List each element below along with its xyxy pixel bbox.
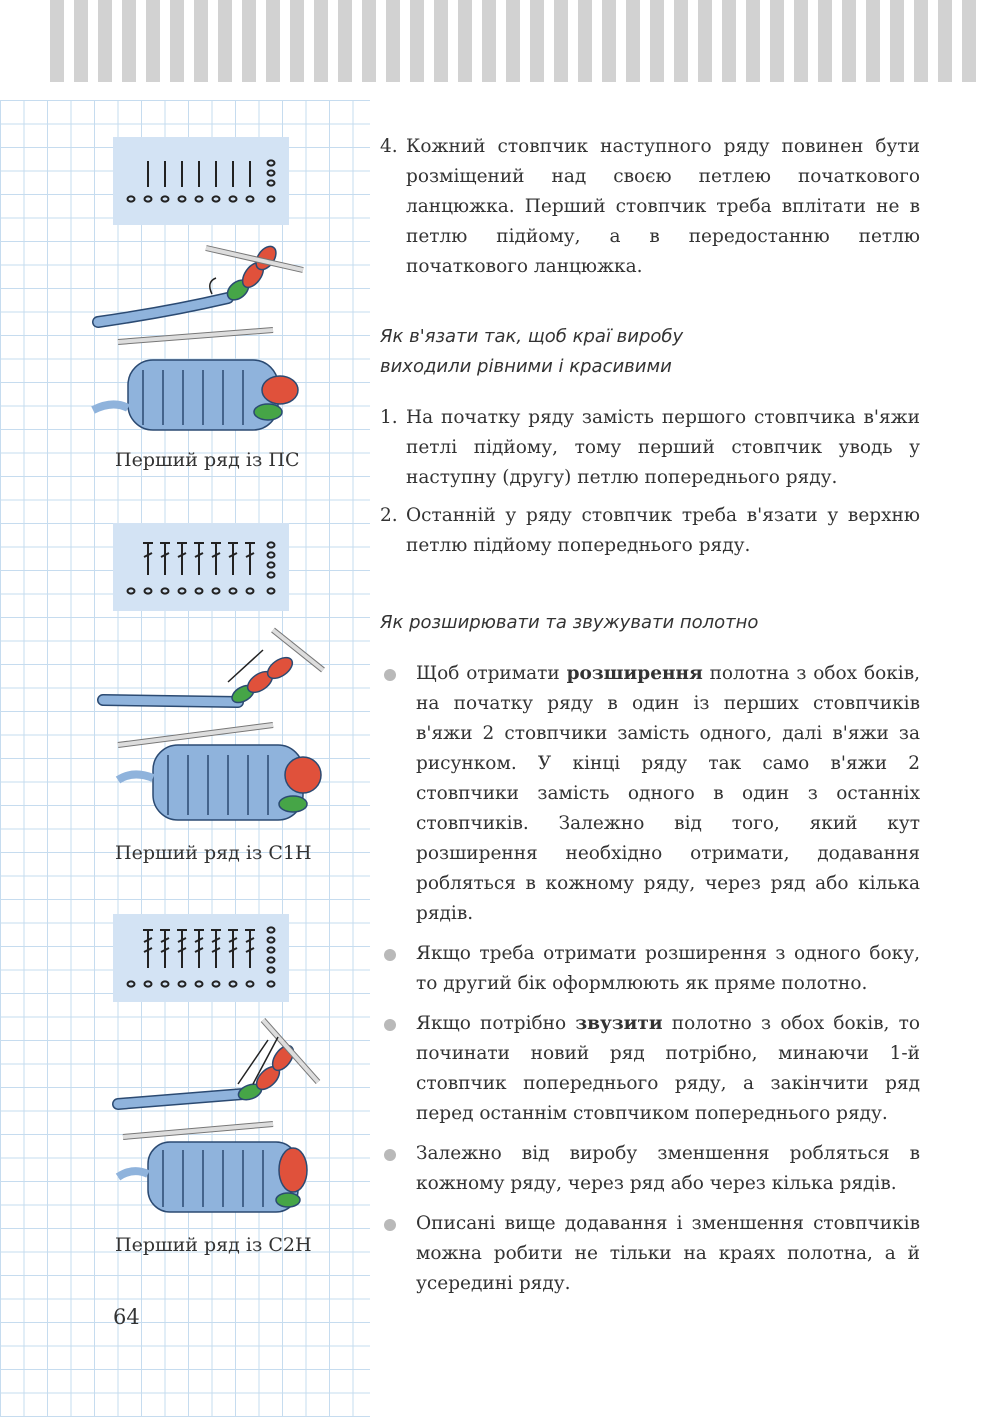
item-text: Останній у ряду стовпчик треба в'язати у верхню петлю підйому попереднього ряду. <box>406 505 920 556</box>
item-number: 1. <box>380 407 398 428</box>
bullet-bold-term: розширення <box>566 663 703 684</box>
caption-dc: Перший ряд із С1Н <box>115 842 312 864</box>
bullet-bold-term: звузити <box>575 1013 663 1034</box>
bullet-item <box>380 1139 920 1199</box>
bullet-item <box>380 939 920 999</box>
section-heading-widen: Як розширювати та звужувати полотно <box>380 612 759 633</box>
sc-chain-illustration <box>88 230 338 445</box>
sc-symbol-chart <box>113 137 289 225</box>
bullet-item <box>380 659 920 929</box>
caption-sc: Перший ряд із ПС <box>115 449 300 471</box>
tr-chain-illustration <box>88 1012 338 1227</box>
page-number: 64 <box>113 1305 140 1329</box>
caption-tr: Перший ряд із С2Н <box>115 1234 312 1256</box>
bullet-dot-icon <box>384 669 396 681</box>
list-item <box>380 132 920 282</box>
bullet-item <box>380 1009 920 1129</box>
bullet-dot-icon <box>384 1019 396 1031</box>
dc-symbol-chart <box>113 523 289 611</box>
bullet-text-cont: полотно з обох боків, то починати новий ряд потрібно, минаючи 1-й стовпчик попереднього ряду, а закінчити ряд перед останнім стовпчиком попереднього ряду. <box>416 1013 921 1124</box>
main-text-top <box>380 132 920 282</box>
list-item <box>380 501 920 561</box>
main-text-list1 <box>380 403 920 561</box>
bullet-text: Якщо потрібно <box>416 1013 576 1034</box>
section-heading-edges: Як в'язати так, щоб краї виробу виходили рівними і красивими <box>380 326 684 377</box>
bullet-text: Якщо треба отримати розширення з одного боку, то другий бік оформлюють як пряме полотно. <box>416 943 920 994</box>
bullet-text: Щоб отримати <box>416 663 567 684</box>
item-text: На початку ряду замість першого стовпчика в'яжи петлі підйому, тому перший стовпчик уводь у наступну (другу) петлю попереднього ряду. <box>406 407 920 488</box>
bullet-dot-icon <box>384 1219 396 1231</box>
top-stripe-decoration <box>50 0 980 82</box>
list-item <box>380 403 920 493</box>
bullet-text-cont: полотна з обох боків, на початку ряду в один із перших стовпчиків в'яжи 2 стовпчики замість одного, далі в'яжи за рисунком. У кінці ряду так само в'яжи 2 стовпчики замість одного в один з останніх стовпчиків. Залежно від того, який кут розширення необхідно отримати, додавання робляться в кожному ряду, через ряд або кілька рядів. <box>416 663 921 924</box>
bullet-text: Описані вище додавання і зменшення стовпчиків можна робити не тільки на краях полотна, а й усередині ряду. <box>416 1213 920 1294</box>
bullet-dot-icon <box>384 949 396 961</box>
bullet-item <box>380 1209 920 1299</box>
main-text-bullets <box>380 659 920 1309</box>
tr-symbol-chart <box>113 914 289 1002</box>
bullet-dot-icon <box>384 1149 396 1161</box>
bullet-text: Залежно від виробу зменшення робляться в кожному ряду, через ряд або через кілька рядів. <box>416 1143 920 1194</box>
dc-chain-illustration <box>88 620 338 835</box>
item-number: 2. <box>380 505 398 526</box>
item-number: 4. <box>380 136 398 157</box>
item-text: Кожний стовпчик наступного ряду повинен бути розміщений над своєю петлею початкового ланцюжка. Перший стовпчик треба вплітати не в петлю підйому, а в передостанню петлю початкового ланцюжка. <box>406 136 920 277</box>
